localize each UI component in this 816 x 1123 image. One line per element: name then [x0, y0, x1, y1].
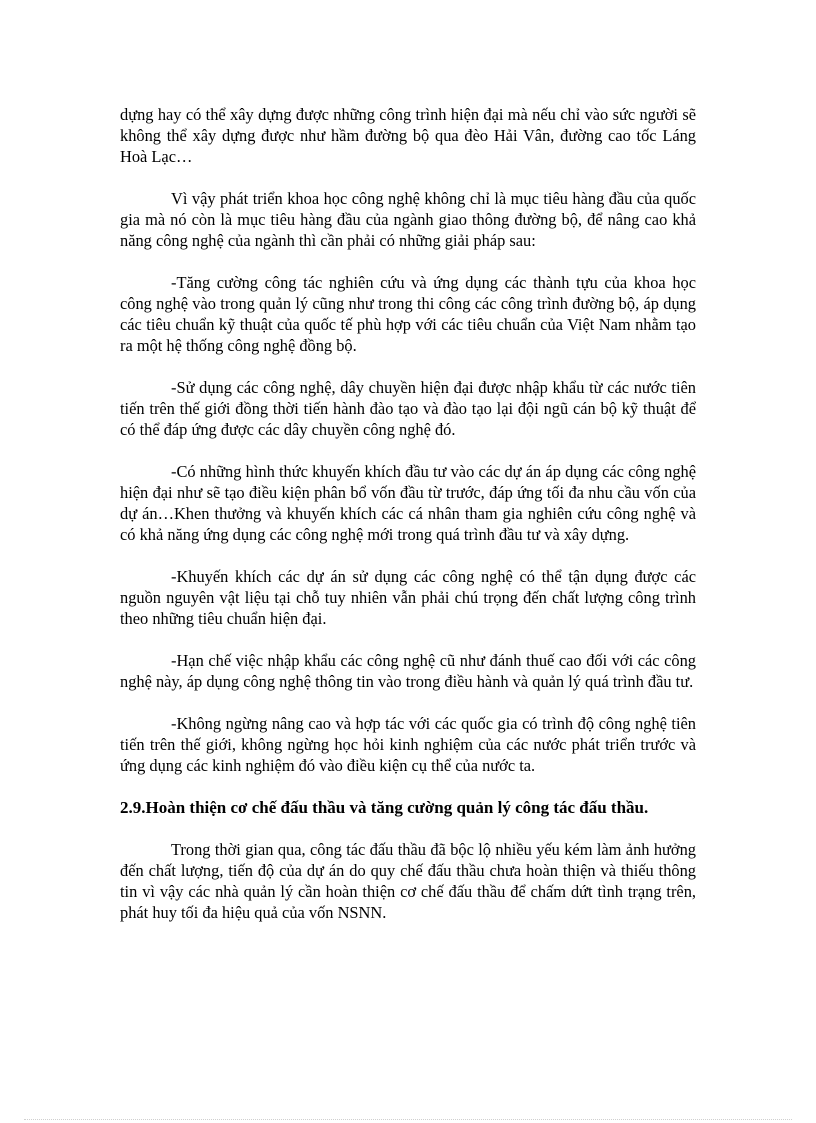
paragraph-continuation: dựng hay có thể xây dựng được những công trình hiện đại mà nếu chỉ vào sức người sẽ không thể xây dựng được như hầm đường bộ qua đèo Hải Vân, đường cao tốc Láng Hoà Lạc…	[120, 105, 696, 166]
document-body	[120, 104, 696, 944]
paragraph-solution-cooperation: -Không ngừng nâng cao và hợp tác với các quốc gia có trình độ công nghệ tiên tiến trên thế giới, không ngừng học hỏi kinh nghiệm của các nước phát triển trước và ứng dụng các kinh nghiệm đó vào điều kiện cụ thể của nước ta.	[120, 714, 696, 775]
paragraph-solution-import-tech: -Sử dụng các công nghệ, dây chuyền hiện đại được nhập khẩu từ các nước tiên tiến trên thế giới đồng thời tiến hành đào tạo và đào tạo lại đội ngũ cán bộ kỹ thuật để có thể đáp ứng được các dây chuyền công nghệ đó.	[120, 378, 696, 439]
section-heading: 2.9.Hoàn thiện cơ chế đấu thầu và tăng cường quản lý công tác đấu thầu.	[120, 798, 649, 817]
paragraph-solution-research: -Tăng cường công tác nghiên cứu và ứng dụng các thành tựu của khoa học công nghệ vào trong quản lý cũng như trong thi công các công trình đường bộ, áp dụng các tiêu chuẩn kỹ thuật của quốc tế phù hợp với các tiêu chuẩn của Việt Nam nhằm tạo ra một hệ thống công nghệ đồng bộ.	[120, 273, 696, 355]
paragraph-solution-investment-incentives: -Có những hình thức khuyến khích đầu tư vào các dự án áp dụng các công nghệ hiện đại như sẽ tạo điều kiện phân bổ vốn đầu từ trước, đáp ứng tối đa nhu cầu vốn của dự án…Khen thưởng và khuyến khích các cá nhân tham gia nghiên cứu công nghệ và có khả năng ứng dụng các công nghệ mới trong quá trình đầu tư và xây dựng.	[120, 462, 696, 544]
paragraph-solution-local-materials: -Khuyến khích các dự án sử dụng các công nghệ có thể tận dụng được các nguồn nguyên vật liệu tại chỗ tuy nhiên vẫn phải chú trọng đến chất lượng công trình theo những tiêu chuẩn hiện đại.	[120, 567, 696, 628]
page-bottom-divider	[24, 1119, 792, 1120]
paragraph-intro-solutions: Vì vậy phát triển khoa học công nghệ không chỉ là mục tiêu hàng đầu của quốc gia mà nó còn là mục tiêu hàng đầu của ngành giao thông đường bộ, để nâng cao khả năng công nghệ của ngành thì cần phải có những giải pháp sau:	[120, 189, 696, 250]
paragraph-bidding: Trong thời gian qua, công tác đấu thầu đã bộc lộ nhiều yếu kém làm ảnh hưởng đến chất lượng, tiến độ của dự án do quy chế đấu thầu chưa hoàn thiện và thiếu thông tin vì vậy các nhà quản lý cần hoàn thiện cơ chế đấu thầu để chấm dứt tình trạng trên, phát huy tối đa hiệu quả của vốn NSNN.	[120, 840, 696, 922]
paragraph-solution-limit-old-tech: -Hạn chế việc nhập khẩu các công nghệ cũ như đánh thuế cao đối với các công nghệ này, áp dụng công nghệ thông tin vào trong điều hành và quản lý quá trình đầu tư.	[120, 651, 696, 691]
